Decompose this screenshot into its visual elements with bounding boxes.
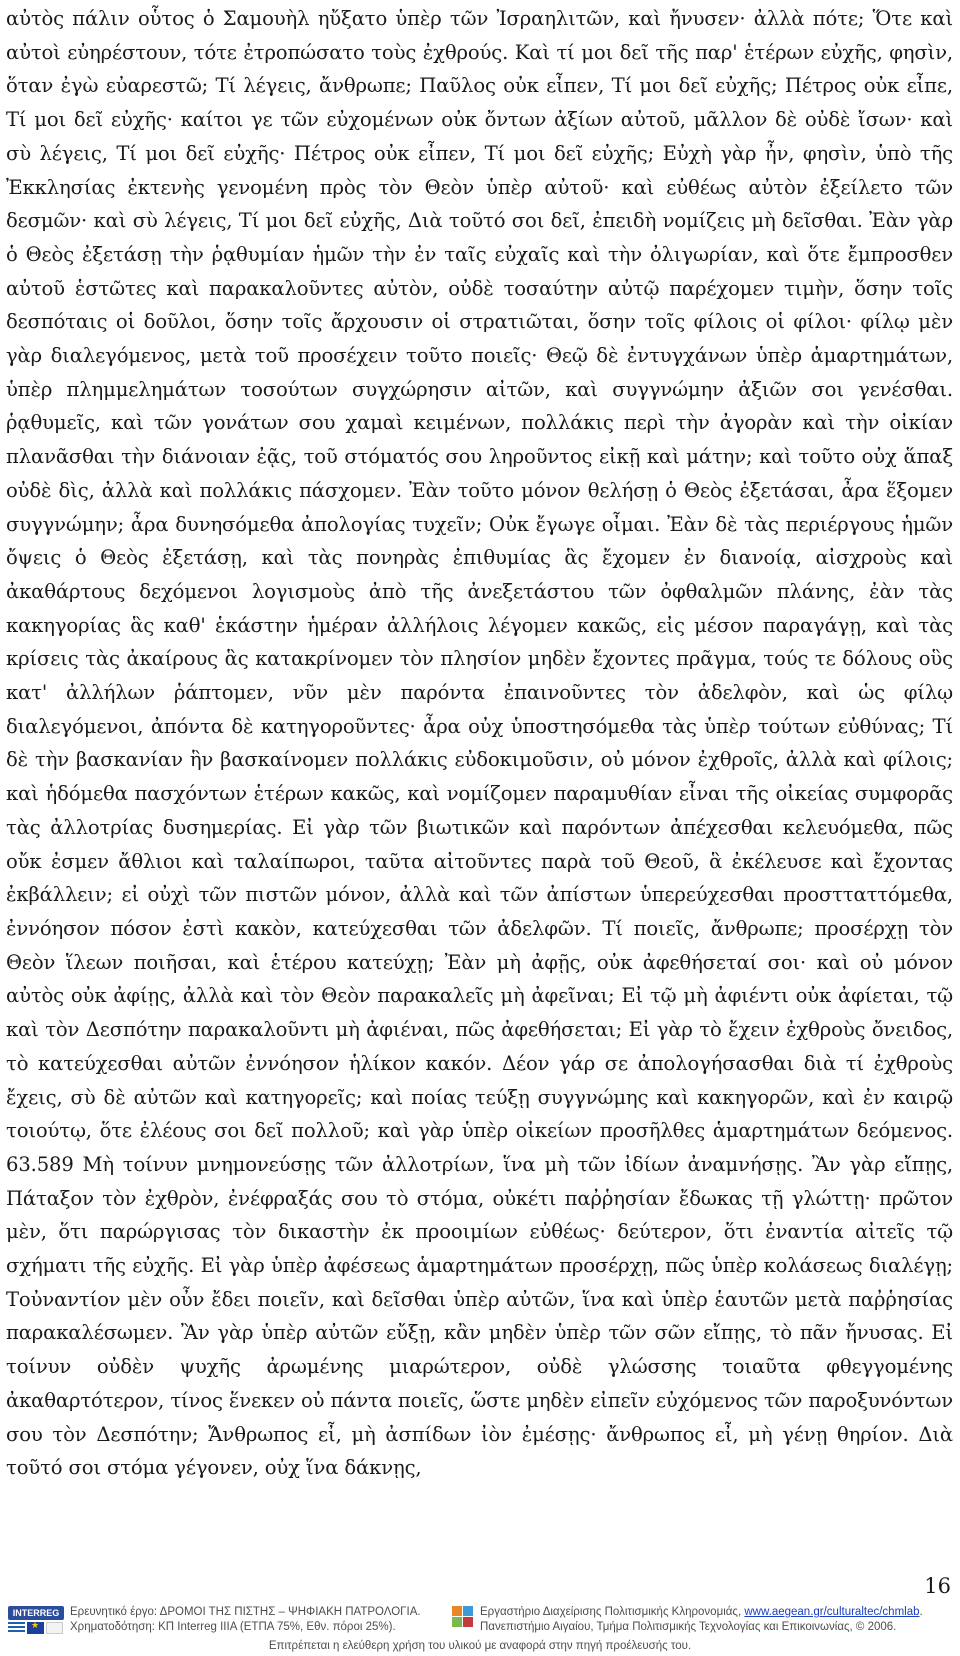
eu-flag-icon <box>27 1622 44 1634</box>
lab-website-link[interactable]: www.aegean.gr/culturaltec/chmlab <box>744 1606 920 1618</box>
interreg-logo-icon: INTERREG <box>8 1606 64 1620</box>
footer <box>0 1602 960 1656</box>
sponsor-logos <box>8 1606 64 1636</box>
cyprus-flag-icon <box>46 1622 63 1634</box>
lab-line: Εργαστήριο Διαχείρισης Πολιτισμικής Κληρονομιάς, www.aegean.gr/culturaltec/chmlab. <box>480 1606 923 1618</box>
lab-info <box>480 1605 923 1635</box>
project-info <box>70 1605 421 1635</box>
usage-notice: Επιτρέπεται η ελεύθερη χρήση του υλικού με αναφορά στην πηγή προέλευσής του. <box>268 1640 692 1652</box>
project-funding: Χρηματοδότηση: ΚΠ Interreg IIIA (ΕΤΠΑ 75%, Εθν. πόροι 25%). <box>70 1621 396 1633</box>
project-title: Ερευνητικό έργο: ΔΡΟΜΟΙ ΤΗΣ ΠΙΣΤΗΣ – ΨΗΦΙΑΚΗ ΠΑΤΡΟΛΟΓΙΑ. <box>70 1606 421 1618</box>
lab-logo-icon <box>452 1606 474 1628</box>
footer-right <box>452 1602 952 1642</box>
body-text: αὐτὸς πάλιν οὗτος ὁ Σαμουὴλ ηὔξατο ὑπὲρ τῶν Ἰσραηλιτῶν, καὶ ἤνυσεν· ἀλλὰ πότε; Ὅτε καὶ αὐτοὶ εὐηρέστουν, τότε ἐτροπώσατο τοὺς ἐχθρούς. Καὶ τί μοι δεῖ τῆς παρ' ἑτέρων εὐχῆς, φησὶν, ὅταν ἐγὼ εὐαρεστῶ; Τί λέγεις, ἄνθρωπε; Παῦλος οὐκ εἶπεν, Τί μοι δεῖ εὐχῆς; Πέτρος οὐκ εἶπε, Τί μοι δεῖ εὐχῆς· καίτοι γε τῶν εὐχομένων οὐκ ὄντων ἀξίων αὐτοῦ, μᾶλλον δὲ οὐδὲ ἴσων· καὶ σὺ λέγεις, Τί μοι δεῖ εὐχῆς· Πέτρος οὐκ εἶπεν, Τί μοι δεῖ εὐχῆς; Εὐχὴ γὰρ ἦν, φησὶν, ὑπὸ τῆς Ἐκκλησίας ἐκτενὴς γενομένη πρὸς τὸν Θεὸν ὑπὲρ αὐτοῦ· καὶ εὐθέως αὐτὸν ἐξείλετο τῶν δεσμῶν· καὶ σὺ λέγεις, Τί μοι δεῖ εὐχῆς, Διὰ τοῦτό σοι δεῖ, ἐπειδὴ νομίζεις μὴ δεῖσθαι. Ἐὰν γὰρ ὁ Θεὸς ἐξετάσῃ τὴν ῥᾳθυμίαν ἡμῶν τὴν ἐν ταῖς εὐχαῖς καὶ τὴν ὀλιγωρίαν, καὶ ὅτε ἔμπροσθεν αὐτοῦ ἑστῶτες καὶ παρακαλοῦντες αὐτὸν, οὐδὲ τοσαύτην αὐτῷ παρέχομεν τιμὴν, ὅσην τοῖς δεσπόταις οἱ δοῦλοι, ὅσην τοῖς ἄρχουσιν οἱ στρατιῶται, ὅσην τοῖς φίλοις οἱ φίλοι· φίλῳ μὲν γὰρ διαλεγόμενος, μετὰ τοῦ προσέχειν τοῦτο ποιεῖς· Θεῷ δὲ ἐντυγχάνων ὑπὲρ ἁμαρτημάτων, ὑπὲρ πλημμελημάτων τοσούτων συγχώρησιν αἰτῶν, καὶ συγγνώμην ἀξιῶν σοι γενέσθαι. ῥᾳθυμεῖς, καὶ τῶν γονάτων σου χαμαὶ κειμένων, πολλάκις περὶ τὴν ἀγορὰν καὶ τὴν οἰκίαν πλανᾶσθαι τὴν διάνοιαν ἐᾷς, τοῦ στόματός σου ληροῦντος εἰκῇ καὶ μάτην; καὶ τοῦτο οὐχ ἅπαξ οὐδὲ δὶς, ἀλλὰ καὶ πολλάκις πάσχομεν. Ἐὰν τοῦτο μόνον θελήσῃ ὁ Θεὸς ἐξετάσαι, ἆρα ἕξομεν συγγνώμην; ἆρα δυνησόμεθα ἀπολογίας τυχεῖν; Οὐκ ἔγωγε οἶμαι. Ἐὰν δὲ τὰς περιέργους ἡμῶν ὄψεις ὁ Θεὸς ἐξετάσῃ, καὶ τὰς πονηρὰς ἐπιθυμίας ἃς ἔχομεν ἐν διανοίᾳ, αἰσχροὺς καὶ ἀκαθάρτους δεχόμενοι λογισμοὺς ἀπὸ τῆς ἀνεξετάστου τῶν ὀφθαλμῶν πλάνης, ἐὰν τὰς κακηγορίας ἃς καθ' ἑκάστην ἡμέραν ἀλλήλοις λέγομεν κακῶς, εἰς μέσον παραγάγῃ, καὶ τὰς κρίσεις τὰς ἀκαίρους ἃς κατακρίνομεν τὸν πλησίον μηδὲν ἔχοντες πρᾶγμα, τούς τε δόλους οὓς κατ' ἀλλήλων ῥάπτομεν, νῦν μὲν παρόντα ἐπαινοῦντες τὸν ἀδελφὸν, καὶ ὡς φίλῳ διαλεγόμενοι, ἀπόντα δὲ κατηγοροῦντες· ἆρα οὐχ ὑποστησόμεθα τὰς ὑπὲρ τούτων εὐθύνας; Τί δὲ τὴν βασκανίαν ἣν βασκαίνομεν πολλάκις εὐδοκιμοῦσιν, οὐ μόνον ἐχθροῖς, ἀλλὰ καὶ φίλοις; καὶ ἡδόμεθα πασχόντων ἑτέρων κακῶς, καὶ νομίζομεν παραμυθίαν εἶναι τῆς οἰκείας συμφορᾶς τὰς ἀλλοτρίας δυσημερίας. Εἰ γὰρ τῶν βιωτικῶν καὶ παρόντων ἀπέχεσθαι κελευόμεθα, πῶς οὔκ ἐσμεν ἄθλιοι καὶ ταλαίπωροι, ταῦτα αἰτοῦντες παρὰ τοῦ Θεοῦ, ἃ ἐκέλευσε καὶ ἔχοντας ἐκβάλλειν; εἰ οὐχὶ τῶν πιστῶν μόνον, ἀλλὰ καὶ τῶν ἀπίστων ὑπερεύχεσθαι προστταττόμεθα, ἐννόησον πόσον ἐστὶ κακὸν, κατεύχεσθαι τῶν ἀδελφῶν. Τί ποιεῖς, ἄνθρωπε; προσέρχῃ τὸν Θεὸν ἵλεων ποιῆσαι, καὶ ἑτέρου κατεύχῃ; Ἐὰν μὴ ἀφῇς, οὐκ ἀφεθήσεταί σοι· καὶ οὐ μόνον αὐτὸς οὐκ ἀφίῃς, ἀλλὰ καὶ τὸν Θεὸν παρακαλεῖς μὴ ἀφεῖναι; Εἰ τῷ μὴ ἀφιέντι οὐκ ἀφίεται, τῷ καὶ τὸν Δεσπότην παρακαλοῦντι μὴ ἀφιέναι, πῶς ἀφεθήσεται; Εἰ γὰρ τὸ ἔχειν ἐχθροὺς ὄνειδος, τὸ κατεύχεσθαι αὐτῶν ἐννόησον ἡλίκον κακόν. Δέον γάρ σε ἀπολογήσασθαι διὰ τί ἐχθροὺς ἔχεις, σὺ δὲ αὐτῶν καὶ κατηγορεῖς; καὶ ποίας τεύξῃ συγγνώμης καὶ κακηγορῶν, καὶ ἐν καιρῷ τοιούτῳ, ὅτε ἐλέους σοι δεῖ πολλοῦ; καὶ γὰρ ὑπὲρ οἰκείων προσῆλθες ἁμαρτημάτων δεόμενος. 63.589 Μὴ τοίνυν μνημονεύσῃς τῶν ἀλλοτρίων, ἵνα μὴ τῶν ἰδίων ἀναμνήσῃς. Ἂν γὰρ εἴπῃς, Πάταξον τὸν ἐχθρὸν, ἐνέφραξάς σου τὸ στόμα, οὐκέτι παῤῥησίαν ἔδωκας τῇ γλώττῃ· πρῶτον μὲν, ὅτι παρώργισας τὸν δικαστὴν ἐκ προοιμίων εὐθέως· δεύτερον, ὅτι ἐναντία αἰτεῖς τῷ σχήματι τῆς εὐχῆς. Εἰ γὰρ ὑπὲρ ἀφέσεως ἁμαρτημάτων προσέρχῃ, πῶς ὑπὲρ κολάσεως διαλέγῃ; Τοὐναντίον μὲν οὖν ἔδει ποιεῖν, καὶ δεῖσθαι ὑπὲρ αὐτῶν, ἵνα καὶ ὑπὲρ ἑαυτῶν μετὰ παῤῥησίας παρακαλέσωμεν. Ἂν γὰρ ὑπὲρ αὐτῶν εὔξῃ, κἂν μηδὲν ὑπὲρ τῶν σῶν εἴπῃς, τὸ πᾶν ἤνυσας. Εἰ τοίνυν οὐδὲν ψυχῆς ἀρωμένης μιαρώτερον, οὐδὲ γλώσσης τοιαῦτα φθεγγομένης ἀκαθαρτότερον, τίνος ἕνεκεν οὐ πάντα ποιεῖς, ὥστε μηδὲν εἰπεῖν εὐχόμενος τῶν παροξυνόντων σου τὸν Δεσπότην; Ἄνθρωπος εἶ, μὴ ἀσπίδων ἰὸν ἐμέσῃς· ἄνθρωπος εἶ, μὴ γένῃ θηρίον. Διὰ τοῦτό σοι στόμα γέγονεν, οὐχ ἵνα δάκνῃς, <box>6 7 953 1480</box>
page-number: 16 <box>924 1574 951 1598</box>
university-line: Πανεπιστήμιο Αιγαίου, Τμήμα Πολιτισμικής Τεχνολογίας και Επικοινωνίας, © 2006. <box>480 1621 897 1633</box>
flags-icon <box>8 1622 64 1634</box>
footer-left <box>8 1602 448 1642</box>
greek-flag-icon <box>8 1622 25 1634</box>
